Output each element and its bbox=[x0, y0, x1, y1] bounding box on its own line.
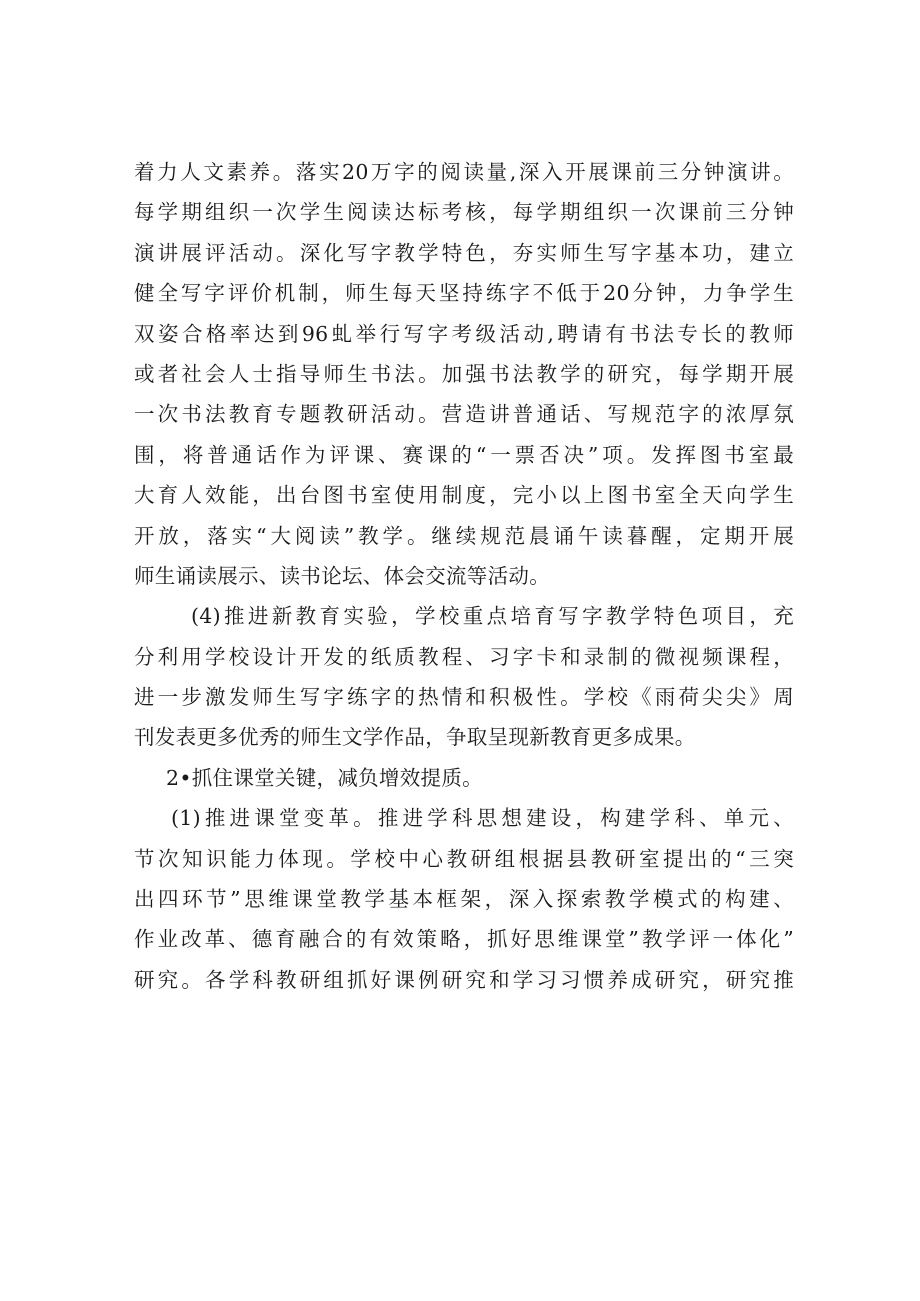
section-heading: 2•抓住课堂关键，减负增效提质。 bbox=[166, 765, 483, 790]
text-line: 进一步激发师生写字练字的热情和积极性。学校《雨荷尖尖》周 bbox=[134, 685, 794, 710]
text-line: 每学期组织一次学生阅读达标考核，每学期组织一次课前三分钟 bbox=[134, 200, 794, 225]
text-line: 大育人效能，出台图书室使用制度，完小以上图书室全天向学生 bbox=[134, 483, 794, 508]
text-line: 双姿合格率达到96虬举行写字考级活动,聘请有书法专长的教师 bbox=[134, 321, 794, 346]
text-line: 开放，落实“大阅读”教学。继续规范晨诵午读暮醒，定期开展 bbox=[134, 523, 794, 548]
paragraph-start-line: (4)推进新教育实验，学校重点培育写字教学特色项目，充 bbox=[191, 604, 794, 629]
text-line: 围，将普通话作为评课、赛课的“一票否决”项。发挥图书室最 bbox=[134, 442, 794, 467]
text-line: 作业改革、德育融合的有效策略，抓好思维课堂”教学评一体化” bbox=[134, 927, 794, 952]
text-line: 刊发表更多优秀的师生文学作品，争取呈现新教育更多成果。 bbox=[134, 725, 696, 750]
text-line: 出四环节”思维课堂教学基本框架，深入探索教学模式的构建、 bbox=[134, 887, 794, 912]
text-line: 分利用学校设计开发的纸质教程、习字卡和录制的微视频课程， bbox=[134, 644, 794, 669]
text-line: 师生诵读展示、读书论坛、体会交流等活动。 bbox=[134, 563, 550, 588]
text-line: 或者社会人士指导师生书法。加强书法教学的研究，每学期开展 bbox=[134, 361, 794, 386]
text-line: 健全写字评价机制，师生每天坚持练字不低于20分钟，力争学生 bbox=[134, 281, 794, 306]
text-line: 着力人文素养。落实20万字的阅读量,深入开展课前三分钟演讲。 bbox=[134, 160, 794, 184]
paragraph-start-line: (1)推进课堂变革。推进学科思想建设，构建学科、单元、 bbox=[171, 806, 794, 831]
text-line: 研究。各学科教研组抓好课例研究和学习习惯养成研究，研究推 bbox=[134, 967, 794, 992]
text-line: 一次书法教育专题教研活动。营造讲普通话、写规范字的浓厚氛 bbox=[134, 402, 794, 427]
text-line: 节次知识能力体现。学校中心教研组根据县教研室提出的“三突 bbox=[134, 846, 794, 871]
text-line: 演讲展评活动。深化写字教学特色，夯实师生写字基本功，建立 bbox=[134, 240, 794, 265]
body-text bbox=[134, 152, 794, 1000]
